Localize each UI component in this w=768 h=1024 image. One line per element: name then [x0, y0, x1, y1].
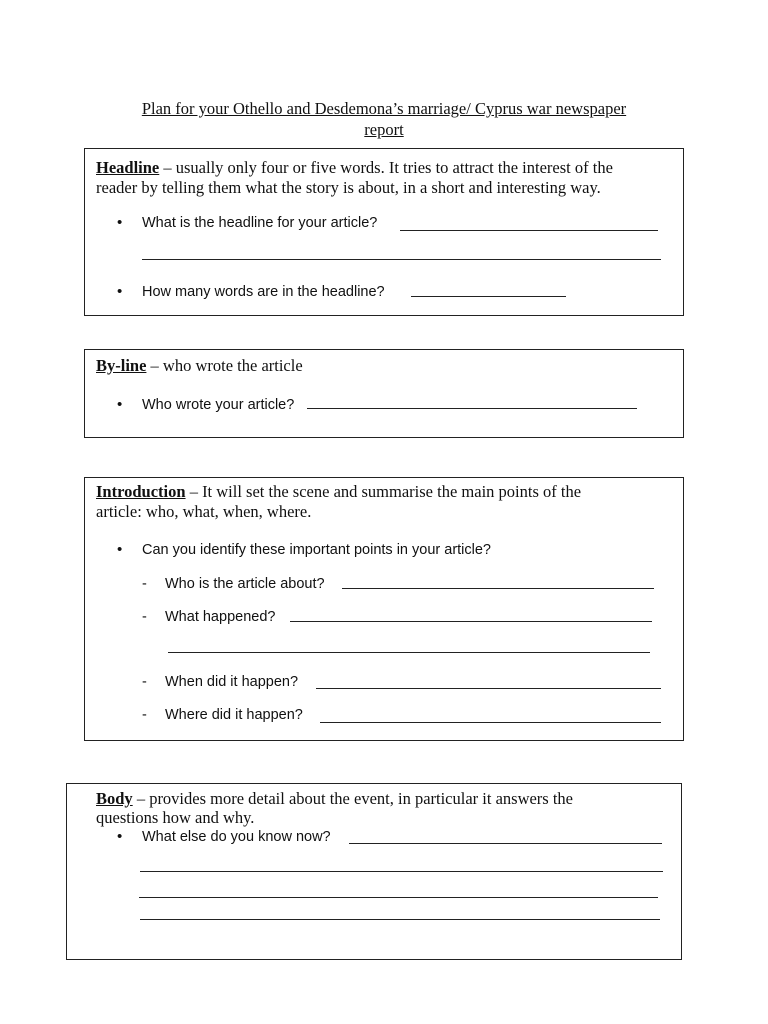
body-label: Body: [96, 789, 133, 808]
body-answer-line-1[interactable]: [349, 843, 662, 844]
introduction-sub-question-2: What happened?: [165, 609, 276, 625]
bullet-icon: •: [117, 214, 123, 231]
body-answer-line-2[interactable]: [140, 871, 663, 872]
byline-question-1: Who wrote your article?: [142, 397, 295, 413]
headline-desc-line-1: – usually only four or five words. It tries to attract the interest of the: [159, 158, 613, 177]
page-title: [100, 98, 668, 140]
body-question-1: What else do you know now?: [142, 829, 331, 845]
introduction-question-main: Can you identify these important points in your article?: [142, 542, 491, 558]
bullet-icon: •: [117, 396, 123, 413]
bullet-icon: •: [117, 828, 123, 845]
bullet-icon: •: [117, 283, 123, 300]
dash-icon: -: [142, 609, 147, 625]
introduction-label: Introduction: [96, 482, 186, 501]
headline-word-count-line[interactable]: [411, 296, 566, 297]
introduction-answer-line-2b[interactable]: [168, 652, 650, 653]
introduction-answer-line-3[interactable]: [316, 688, 661, 689]
body-answer-line-3[interactable]: [139, 897, 658, 898]
body-desc-line-2: questions how and why.: [96, 808, 255, 827]
byline-description: [96, 356, 676, 376]
headline-description: [96, 158, 676, 198]
headline-question-1: What is the headline for your article?: [142, 215, 378, 231]
title-line-1: Plan for your Othello and Desdemona’s marriage/ Cyprus war newspaper: [141, 99, 627, 118]
introduction-desc-line-2: article: who, what, when, where.: [96, 502, 312, 521]
introduction-description: [96, 482, 676, 522]
headline-answer-line-2[interactable]: [142, 259, 661, 260]
dash-icon: -: [142, 707, 147, 723]
byline-label: By-line: [96, 356, 147, 375]
title-line-2: report: [364, 120, 404, 139]
byline-answer-line[interactable]: [307, 408, 637, 409]
headline-question-2: How many words are in the headline?: [142, 284, 385, 300]
body-description: [96, 789, 676, 827]
body-desc-line-1: – provides more detail about the event, in particular it answers the: [132, 789, 574, 808]
headline-desc-line-2: reader by telling them what the story is about, in a short and interesting way.: [96, 178, 601, 197]
headline-label: Headline: [96, 158, 160, 177]
byline-desc: – who wrote the article: [146, 356, 303, 375]
dash-icon: -: [142, 576, 147, 592]
introduction-answer-line-2[interactable]: [290, 621, 652, 622]
introduction-desc-line-1: – It will set the scene and summarise the main points of the: [185, 482, 582, 501]
body-answer-line-4[interactable]: [140, 919, 660, 920]
dash-icon: -: [142, 674, 147, 690]
headline-answer-line-1[interactable]: [400, 230, 658, 231]
introduction-sub-question-1: Who is the article about?: [165, 576, 325, 592]
introduction-sub-question-3: When did it happen?: [165, 674, 299, 690]
introduction-answer-line-4[interactable]: [320, 722, 661, 723]
introduction-answer-line-1[interactable]: [342, 588, 654, 589]
bullet-icon: •: [117, 541, 123, 558]
introduction-sub-question-4: Where did it happen?: [165, 707, 303, 723]
